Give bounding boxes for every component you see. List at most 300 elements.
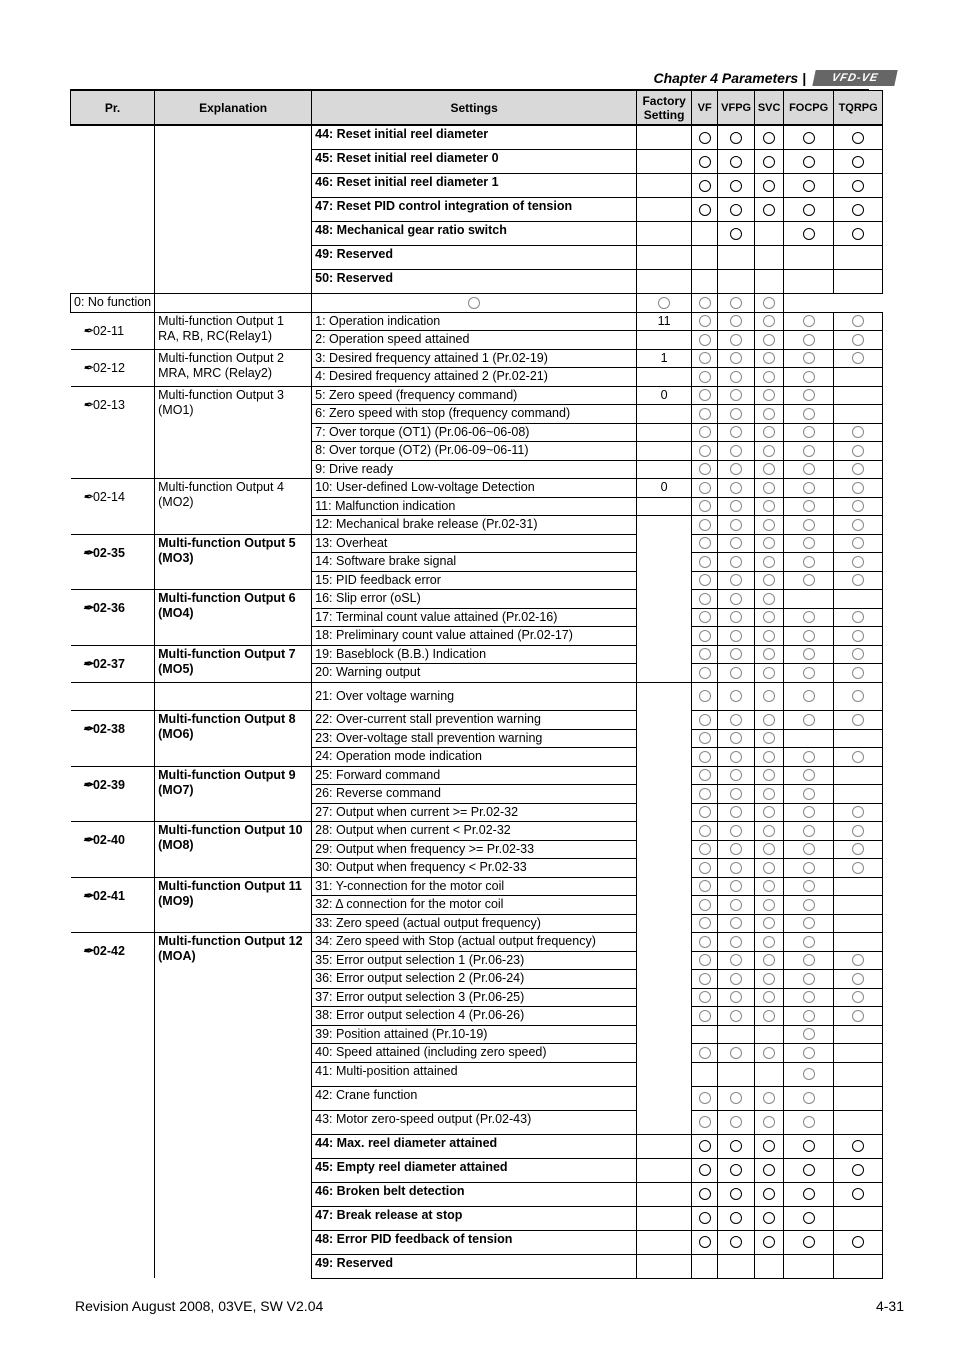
mode-focpg-cell <box>784 497 834 516</box>
mode-focpg-cell <box>784 682 834 711</box>
mode-vf-cell <box>312 294 637 313</box>
setting-value: 44: Reset initial reel diameter <box>312 125 637 150</box>
header-explanation: Explanation <box>155 91 312 126</box>
supported-mode-circle-icon <box>852 352 864 364</box>
supported-mode-circle-icon <box>763 1140 775 1152</box>
supported-mode-circle-icon <box>852 574 864 586</box>
mode-svc-cell <box>755 1134 784 1158</box>
supported-mode-circle-icon <box>763 574 775 586</box>
supported-mode-circle-icon <box>730 1140 742 1152</box>
supported-mode-circle-icon <box>803 556 815 568</box>
supported-mode-circle-icon <box>763 132 775 144</box>
supported-mode-circle-icon <box>730 648 742 660</box>
mode-svc-cell <box>755 664 784 683</box>
mode-focpg-cell <box>784 386 834 405</box>
mode-svc-cell <box>755 711 784 730</box>
supported-mode-circle-icon <box>699 648 711 660</box>
table-row <box>71 933 883 952</box>
supported-mode-circle-icon <box>852 463 864 475</box>
pencil-icon: ✒ <box>82 323 93 338</box>
setting-value: 18: Preliminary count value attained (Pr.02-17) <box>312 627 637 646</box>
mode-focpg-cell <box>784 803 834 822</box>
supported-mode-circle-icon <box>803 806 815 818</box>
supported-mode-circle-icon <box>699 954 711 966</box>
parameter-explanation: Multi-function Output 12 (MOA) <box>155 933 312 1279</box>
mode-vf-cell <box>692 423 718 442</box>
parameter-number-text: 02-38 <box>92 722 125 736</box>
mode-focpg-cell <box>784 423 834 442</box>
supported-mode-circle-icon <box>763 648 775 660</box>
mode-vf-cell <box>692 1044 718 1063</box>
table-row <box>71 645 883 664</box>
supported-mode-circle-icon <box>763 954 775 966</box>
factory-setting-cell <box>637 1254 692 1278</box>
supported-mode-circle-icon <box>699 156 711 168</box>
supported-mode-circle-icon <box>699 611 711 623</box>
mode-vfpg-cell <box>718 497 755 516</box>
mode-svc-cell <box>755 822 784 841</box>
mode-svc-cell <box>755 312 784 331</box>
supported-mode-circle-icon <box>803 519 815 531</box>
supported-mode-circle-icon <box>658 297 670 309</box>
mode-vfpg-cell <box>718 312 755 331</box>
supported-mode-circle-icon <box>852 630 864 642</box>
pencil-icon: ✒ <box>82 360 93 375</box>
setting-value: 42: Crane function <box>312 1086 637 1110</box>
supported-mode-circle-icon <box>803 1116 815 1128</box>
mode-tqrpg-cell <box>834 785 883 804</box>
table-row <box>71 590 883 609</box>
supported-mode-circle-icon <box>699 690 711 702</box>
supported-mode-circle-icon <box>763 751 775 763</box>
setting-value: 49: Reserved <box>312 1254 637 1278</box>
supported-mode-circle-icon <box>763 825 775 837</box>
parameter-number <box>71 590 155 646</box>
supported-mode-circle-icon <box>803 389 815 401</box>
setting-value: 34: Zero speed with Stop (actual output frequency) <box>312 933 637 952</box>
supported-mode-circle-icon <box>730 1116 742 1128</box>
mode-vfpg-cell <box>718 785 755 804</box>
setting-value: 7: Over torque (OT1) (Pr.06-06~06-08) <box>312 423 637 442</box>
mode-svc-cell <box>755 1254 784 1278</box>
mode-svc-cell <box>755 682 784 711</box>
supported-mode-circle-icon <box>730 1047 742 1059</box>
supported-mode-circle-icon <box>803 1068 815 1080</box>
header-focpg: FOCPG <box>784 91 834 126</box>
mode-svc-cell <box>755 933 784 952</box>
supported-mode-circle-icon <box>852 1188 864 1200</box>
mode-focpg-cell <box>784 970 834 989</box>
mode-focpg-cell <box>784 914 834 933</box>
supported-mode-circle-icon <box>803 574 815 586</box>
supported-mode-circle-icon <box>763 156 775 168</box>
table-row <box>71 312 883 331</box>
setting-value: 20: Warning output <box>312 664 637 683</box>
supported-mode-circle-icon <box>852 862 864 874</box>
supported-mode-circle-icon <box>699 899 711 911</box>
mode-focpg-cell <box>784 1025 834 1044</box>
mode-focpg-cell <box>784 312 834 331</box>
factory-setting-cell: 0 <box>637 479 692 498</box>
setting-value: 50: Reserved <box>312 270 637 294</box>
mode-focpg-cell <box>784 516 834 535</box>
parameter-number-text: 02-35 <box>92 545 125 560</box>
supported-mode-circle-icon <box>803 426 815 438</box>
mode-focpg-cell <box>784 1044 834 1063</box>
setting-value: 23: Over-voltage stall prevention warning <box>312 729 637 748</box>
supported-mode-circle-icon <box>730 1212 742 1224</box>
supported-mode-circle-icon <box>763 862 775 874</box>
mode-svc-cell <box>755 1230 784 1254</box>
mode-svc-cell <box>755 1182 784 1206</box>
supported-mode-circle-icon <box>699 1116 711 1128</box>
mode-vf-cell <box>692 951 718 970</box>
mode-tqrpg-cell <box>834 896 883 915</box>
parameter-table <box>70 90 883 1279</box>
parameter-number-text: 02-37 <box>92 656 125 671</box>
mode-focpg-cell <box>784 822 834 841</box>
setting-value: 46: Broken belt detection <box>312 1182 637 1206</box>
mode-vfpg-cell <box>637 294 692 313</box>
mode-tqrpg-cell <box>834 608 883 627</box>
parameter-explanation: Multi-function Output 6 (MO4) <box>155 590 312 646</box>
supported-mode-circle-icon <box>803 352 815 364</box>
parameter-number-text: 02-39 <box>92 777 125 792</box>
mode-focpg-cell <box>784 460 834 479</box>
supported-mode-circle-icon <box>468 297 480 309</box>
supported-mode-circle-icon <box>730 1236 742 1248</box>
supported-mode-circle-icon <box>763 297 775 309</box>
supported-mode-circle-icon <box>699 732 711 744</box>
factory-setting-cell <box>637 497 692 516</box>
mode-vfpg-cell <box>718 571 755 590</box>
mode-focpg-cell <box>784 1254 834 1278</box>
supported-mode-circle-icon <box>763 714 775 726</box>
supported-mode-circle-icon <box>803 825 815 837</box>
mode-svc-cell <box>755 1044 784 1063</box>
supported-mode-circle-icon <box>803 690 815 702</box>
mode-focpg-cell <box>784 479 834 498</box>
pencil-icon: ✒ <box>82 545 93 560</box>
supported-mode-circle-icon <box>763 667 775 679</box>
mode-vf-cell <box>692 125 718 150</box>
mode-vf-cell <box>692 711 718 730</box>
mode-tqrpg-cell <box>834 933 883 952</box>
parameter-explanation: Multi-function Output 8 (MO6) <box>155 711 312 767</box>
supported-mode-circle-icon <box>699 1010 711 1022</box>
mode-tqrpg-cell <box>755 294 784 313</box>
supported-mode-circle-icon <box>730 204 742 216</box>
mode-svc-cell <box>755 1086 784 1110</box>
supported-mode-circle-icon <box>763 917 775 929</box>
parameter-explanation: Multi-function Output 2 MRA, MRC (Relay2) <box>155 349 312 386</box>
supported-mode-circle-icon <box>730 352 742 364</box>
parameter-explanation: Multi-function Output 4 (MO2) <box>155 479 312 535</box>
supported-mode-circle-icon <box>763 973 775 985</box>
mode-svc-cell <box>755 270 784 294</box>
mode-svc-cell <box>755 423 784 442</box>
mode-focpg-cell <box>784 729 834 748</box>
factory-setting-cell <box>637 423 692 442</box>
mode-tqrpg-cell <box>834 174 883 198</box>
supported-mode-circle-icon <box>852 556 864 568</box>
mode-vfpg-cell <box>718 479 755 498</box>
mode-vf-cell <box>692 627 718 646</box>
setting-value: 1: Operation indication <box>312 312 637 331</box>
supported-mode-circle-icon <box>852 204 864 216</box>
setting-value: 4: Desired frequency attained 2 (Pr.02-21) <box>312 368 637 387</box>
header-factory-setting: Factory Setting <box>637 91 692 126</box>
mode-tqrpg-cell <box>834 748 883 767</box>
mode-vfpg-cell <box>718 423 755 442</box>
mode-svc-cell <box>755 590 784 609</box>
mode-vf-cell <box>692 246 718 270</box>
mode-vf-cell <box>692 331 718 350</box>
mode-focpg-cell <box>784 198 834 222</box>
mode-tqrpg-cell <box>834 497 883 516</box>
chapter-title: Chapter 4 Parameters | <box>653 70 806 86</box>
setting-value: 21: Over voltage warning <box>312 682 637 711</box>
mode-vfpg-cell <box>718 270 755 294</box>
mode-svc-cell <box>755 442 784 461</box>
mode-vfpg-cell <box>718 970 755 989</box>
mode-vf-cell <box>692 1206 718 1230</box>
setting-value: 5: Zero speed (frequency command) <box>312 386 637 405</box>
mode-focpg-cell <box>784 405 834 424</box>
setting-value: 9: Drive ready <box>312 460 637 479</box>
supported-mode-circle-icon <box>699 1047 711 1059</box>
mode-tqrpg-cell <box>834 729 883 748</box>
supported-mode-circle-icon <box>763 334 775 346</box>
factory-setting-cell <box>155 294 312 313</box>
parameter-explanation: Multi-function Output 1 RA, RB, RC(Relay1) <box>155 312 312 349</box>
mode-vf-cell <box>692 877 718 896</box>
mode-tqrpg-cell <box>834 1182 883 1206</box>
factory-setting-cell <box>637 682 692 1134</box>
supported-mode-circle-icon <box>803 630 815 642</box>
supported-mode-circle-icon <box>699 1140 711 1152</box>
mode-tqrpg-cell <box>834 877 883 896</box>
supported-mode-circle-icon <box>803 204 815 216</box>
setting-value: 29: Output when frequency >= Pr.02-33 <box>312 840 637 859</box>
parameter-number <box>71 682 155 711</box>
supported-mode-circle-icon <box>699 1092 711 1104</box>
mode-tqrpg-cell <box>834 349 883 368</box>
supported-mode-circle-icon <box>699 371 711 383</box>
mode-vfpg-cell <box>718 1158 755 1182</box>
parameter-number-text: 02-14 <box>92 490 125 504</box>
supported-mode-circle-icon <box>730 180 742 192</box>
setting-value: 2: Operation speed attained <box>312 331 637 350</box>
supported-mode-circle-icon <box>699 917 711 929</box>
setting-value: 28: Output when current < Pr.02-32 <box>312 822 637 841</box>
factory-setting-cell <box>637 150 692 174</box>
table-row <box>71 294 883 313</box>
supported-mode-circle-icon <box>730 132 742 144</box>
factory-setting-cell <box>637 368 692 387</box>
pr-cell-empty <box>71 125 155 294</box>
parameter-number <box>71 645 155 682</box>
mode-vfpg-cell <box>718 331 755 350</box>
table-row <box>71 125 883 150</box>
mode-focpg-cell <box>784 534 834 553</box>
mode-vfpg-cell <box>718 748 755 767</box>
supported-mode-circle-icon <box>763 445 775 457</box>
mode-vfpg-cell <box>718 608 755 627</box>
mode-svc-cell <box>755 349 784 368</box>
mode-vfpg-cell <box>718 664 755 683</box>
mode-focpg-cell <box>784 1230 834 1254</box>
supported-mode-circle-icon <box>730 371 742 383</box>
mode-vfpg-cell <box>718 627 755 646</box>
supported-mode-circle-icon <box>730 556 742 568</box>
supported-mode-circle-icon <box>699 991 711 1003</box>
mode-vf-cell <box>692 840 718 859</box>
mode-vf-cell <box>692 386 718 405</box>
supported-mode-circle-icon <box>763 1116 775 1128</box>
table-row <box>71 711 883 730</box>
mode-focpg-cell <box>784 896 834 915</box>
supported-mode-circle-icon <box>803 371 815 383</box>
supported-mode-circle-icon <box>763 1212 775 1224</box>
mode-tqrpg-cell <box>834 1007 883 1026</box>
mode-focpg-cell <box>784 951 834 970</box>
setting-value: 8: Over torque (OT2) (Pr.06-09~06-11) <box>312 442 637 461</box>
supported-mode-circle-icon <box>803 132 815 144</box>
parameter-number <box>71 349 155 386</box>
mode-vfpg-cell <box>718 840 755 859</box>
supported-mode-circle-icon <box>730 630 742 642</box>
mode-focpg-cell <box>784 1086 834 1110</box>
supported-mode-circle-icon <box>730 788 742 800</box>
supported-mode-circle-icon <box>763 630 775 642</box>
mode-focpg-cell <box>784 349 834 368</box>
mode-svc-cell <box>755 645 784 664</box>
header-vf: VF <box>692 91 718 126</box>
mode-vf-cell <box>692 442 718 461</box>
supported-mode-circle-icon <box>763 936 775 948</box>
mode-vfpg-cell <box>718 150 755 174</box>
supported-mode-circle-icon <box>852 334 864 346</box>
parameter-explanation <box>155 682 312 711</box>
mode-vfpg-cell <box>718 1134 755 1158</box>
mode-tqrpg-cell <box>834 970 883 989</box>
factory-setting-cell <box>637 246 692 270</box>
supported-mode-circle-icon <box>730 1092 742 1104</box>
setting-value: 6: Zero speed with stop (frequency command) <box>312 405 637 424</box>
parameter-number <box>71 877 155 933</box>
mode-vf-cell <box>692 553 718 572</box>
explanation-cell-empty <box>155 125 312 294</box>
mode-vf-cell <box>692 571 718 590</box>
mode-svc-cell <box>755 405 784 424</box>
supported-mode-circle-icon <box>730 1164 742 1176</box>
mode-svc-cell <box>692 294 718 313</box>
supported-mode-circle-icon <box>730 574 742 586</box>
supported-mode-circle-icon <box>730 315 742 327</box>
mode-tqrpg-cell <box>834 1062 883 1086</box>
supported-mode-circle-icon <box>803 500 815 512</box>
factory-setting-cell <box>637 1206 692 1230</box>
supported-mode-circle-icon <box>852 843 864 855</box>
mode-focpg-cell <box>784 840 834 859</box>
mode-svc-cell <box>755 174 784 198</box>
parameter-explanation: Multi-function Output 9 (MO7) <box>155 766 312 822</box>
factory-setting-cell <box>637 174 692 198</box>
pencil-icon: ✒ <box>82 777 93 792</box>
parameter-number-text: 02-36 <box>92 601 125 615</box>
parameter-number <box>71 933 155 1279</box>
table-row <box>71 822 883 841</box>
supported-mode-circle-icon <box>699 714 711 726</box>
mode-vf-cell <box>692 174 718 198</box>
supported-mode-circle-icon <box>730 426 742 438</box>
supported-mode-circle-icon <box>763 1010 775 1022</box>
mode-focpg-cell <box>784 553 834 572</box>
setting-value: 41: Multi-position attained <box>312 1062 637 1086</box>
mode-tqrpg-cell <box>834 386 883 405</box>
supported-mode-circle-icon <box>699 1188 711 1200</box>
mode-vfpg-cell <box>718 1086 755 1110</box>
mode-vf-cell <box>692 766 718 785</box>
mode-svc-cell <box>755 729 784 748</box>
pencil-icon: ✒ <box>82 888 93 903</box>
table-row <box>71 386 883 405</box>
mode-tqrpg-cell <box>834 840 883 859</box>
supported-mode-circle-icon <box>730 482 742 494</box>
supported-mode-circle-icon <box>763 788 775 800</box>
mode-tqrpg-cell <box>834 1254 883 1278</box>
supported-mode-circle-icon <box>730 769 742 781</box>
supported-mode-circle-icon <box>803 334 815 346</box>
mode-vf-cell <box>692 1182 718 1206</box>
supported-mode-circle-icon <box>763 537 775 549</box>
supported-mode-circle-icon <box>803 156 815 168</box>
supported-mode-circle-icon <box>763 843 775 855</box>
mode-tqrpg-cell <box>834 1134 883 1158</box>
mode-tqrpg-cell <box>834 1025 883 1044</box>
mode-focpg-cell <box>784 1062 834 1086</box>
setting-value: 35: Error output selection 1 (Pr.06-23) <box>312 951 637 970</box>
mode-focpg-cell <box>784 270 834 294</box>
mode-vf-cell <box>692 349 718 368</box>
supported-mode-circle-icon <box>730 843 742 855</box>
setting-value: 47: Break release at stop <box>312 1206 637 1230</box>
supported-mode-circle-icon <box>699 445 711 457</box>
parameter-number-text: 02-40 <box>92 833 125 847</box>
supported-mode-circle-icon <box>699 297 711 309</box>
parameter-explanation: Multi-function Output 10 (MO8) <box>155 822 312 878</box>
mode-svc-cell <box>755 785 784 804</box>
header-tqrpg: TQRPG <box>834 91 883 126</box>
parameter-explanation: Multi-function Output 3 (MO1) <box>155 386 312 479</box>
supported-mode-circle-icon <box>852 806 864 818</box>
mode-vf-cell <box>692 933 718 952</box>
mode-vf-cell <box>692 1134 718 1158</box>
mode-vfpg-cell <box>718 1110 755 1134</box>
supported-mode-circle-icon <box>730 228 742 240</box>
supported-mode-circle-icon <box>699 593 711 605</box>
pencil-icon: ✒ <box>82 833 93 847</box>
mode-tqrpg-cell <box>834 914 883 933</box>
setting-value: 25: Forward command <box>312 766 637 785</box>
parameter-number <box>71 711 155 767</box>
mode-tqrpg-cell <box>834 222 883 246</box>
setting-value: 45: Reset initial reel diameter 0 <box>312 150 637 174</box>
supported-mode-circle-icon <box>730 667 742 679</box>
mode-vfpg-cell <box>718 442 755 461</box>
supported-mode-circle-icon <box>803 408 815 420</box>
